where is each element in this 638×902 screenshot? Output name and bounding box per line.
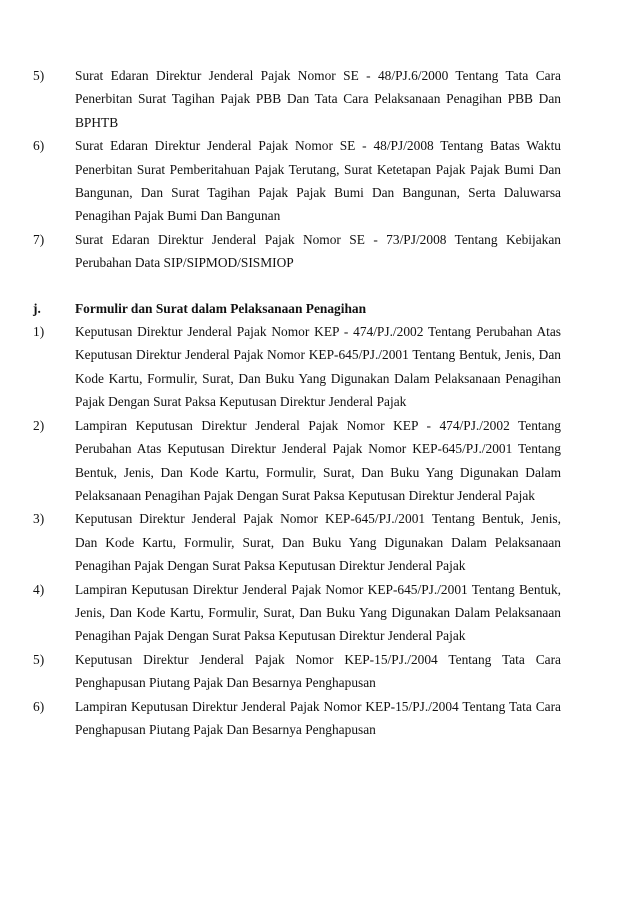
list-text: Surat Edaran Direktur Jenderal Pajak Nomor SE - 48/PJ/2008 Tentang Batas Waktu Penerbitan Surat Pemberitahuan Pajak Terutang, Surat Ketetapan Pajak Pajak Bumi Dan Bangunan, Dan Surat Tagihan Pajak Pajak Bumi Dan Bangunan, Serta Daluwarsa Penagihan Pajak Bumi Dan Bangunan — [75, 138, 561, 224]
list-item — [33, 578, 561, 648]
section-letter: j. — [33, 300, 41, 316]
list-number: 1) — [33, 324, 45, 340]
list-text: Keputusan Direktur Jenderal Pajak Nomor KEP - 474/PJ./2002 Tentang Perubahan Atas Keputusan Direktur Jenderal Pajak Nomor KEP-645/PJ./2001 Tentang Bentuk, Jenis, Dan Kode Kartu, Formulir, Surat, Dan Buku Yang Digunakan Dalam Pelaksanaan Penagihan Pajak Dengan Surat Paksa Keputusan Direktur Jenderal Pajak — [75, 324, 561, 410]
section-title: Formulir dan Surat dalam Pelaksanaan Penagihan — [75, 300, 367, 316]
list-number: 5) — [33, 651, 45, 667]
list-text: Lampiran Keputusan Direktur Jenderal Pajak Nomor KEP-645/PJ./2001 Tentang Bentuk, Jenis, Dan Kode Kartu, Formulir, Surat, Dan Buku Yang Digunakan Dalam Pelaksanaan Penagihan Pajak Dengan Surat Paksa Keputusan Direktur Jenderal Pajak — [75, 581, 561, 644]
list-number: 6) — [33, 698, 45, 714]
document-body — [33, 64, 561, 741]
list-number: 4) — [33, 581, 45, 597]
list-number: 2) — [33, 417, 45, 433]
list-text: Keputusan Direktur Jenderal Pajak Nomor KEP-15/PJ./2004 Tentang Tata Cara Penghapusan Piutang Pajak Dan Besarnya Penghapusan — [75, 651, 561, 691]
list-item — [33, 64, 561, 134]
list-text: Keputusan Direktur Jenderal Pajak Nomor KEP-645/PJ./2001 Tentang Bentuk, Jenis, Dan Kode Kartu, Formulir, Surat, Dan Buku Yang Digunakan Dalam Pelaksanaan Penagihan Pajak Dengan Surat Paksa Keputusan Direktur Jenderal Pajak — [75, 511, 561, 574]
list-item — [33, 695, 561, 742]
list-text: Lampiran Keputusan Direktur Jenderal Pajak Nomor KEP-15/PJ./2004 Tentang Tata Cara Penghapusan Piutang Pajak Dan Besarnya Penghapusan — [75, 698, 561, 737]
list-number: 3) — [33, 511, 45, 527]
list-item — [33, 320, 561, 414]
list-number: 6) — [33, 138, 45, 154]
list-text: Surat Edaran Direktur Jenderal Pajak Nomor SE - 73/PJ/2008 Tentang Kebijakan Perubahan Data SIP/SIPMOD/SISMIOP — [75, 231, 561, 271]
list-item — [33, 414, 561, 508]
list-item — [33, 134, 561, 228]
list-item — [33, 648, 561, 695]
list-text: Surat Edaran Direktur Jenderal Pajak Nomor SE - 48/PJ.6/2000 Tentang Tata Cara Penerbitan Surat Tagihan Pajak PBB Dan Tata Cara Pelaksanaan Penagihan PBB Dan BPHTB — [75, 68, 561, 130]
list-number: 5) — [33, 68, 45, 83]
list-item — [33, 228, 561, 275]
section-heading — [33, 297, 561, 320]
section-spacer — [33, 275, 561, 297]
list-item — [33, 507, 561, 577]
list-text: Lampiran Keputusan Direktur Jenderal Pajak Nomor KEP - 474/PJ./2002 Tentang Perubahan Atas Keputusan Direktur Jenderal Pajak Nomor KEP-645/PJ./2001 Tentang Bentuk, Jenis, Dan Kode Kartu, Formulir, Surat, Dan Buku Yang Digunakan Dalam Pelaksanaan Penagihan Pajak Dengan Surat Paksa Keputusan Direktur Jenderal Pajak — [75, 417, 561, 503]
list-number: 7) — [33, 231, 45, 247]
